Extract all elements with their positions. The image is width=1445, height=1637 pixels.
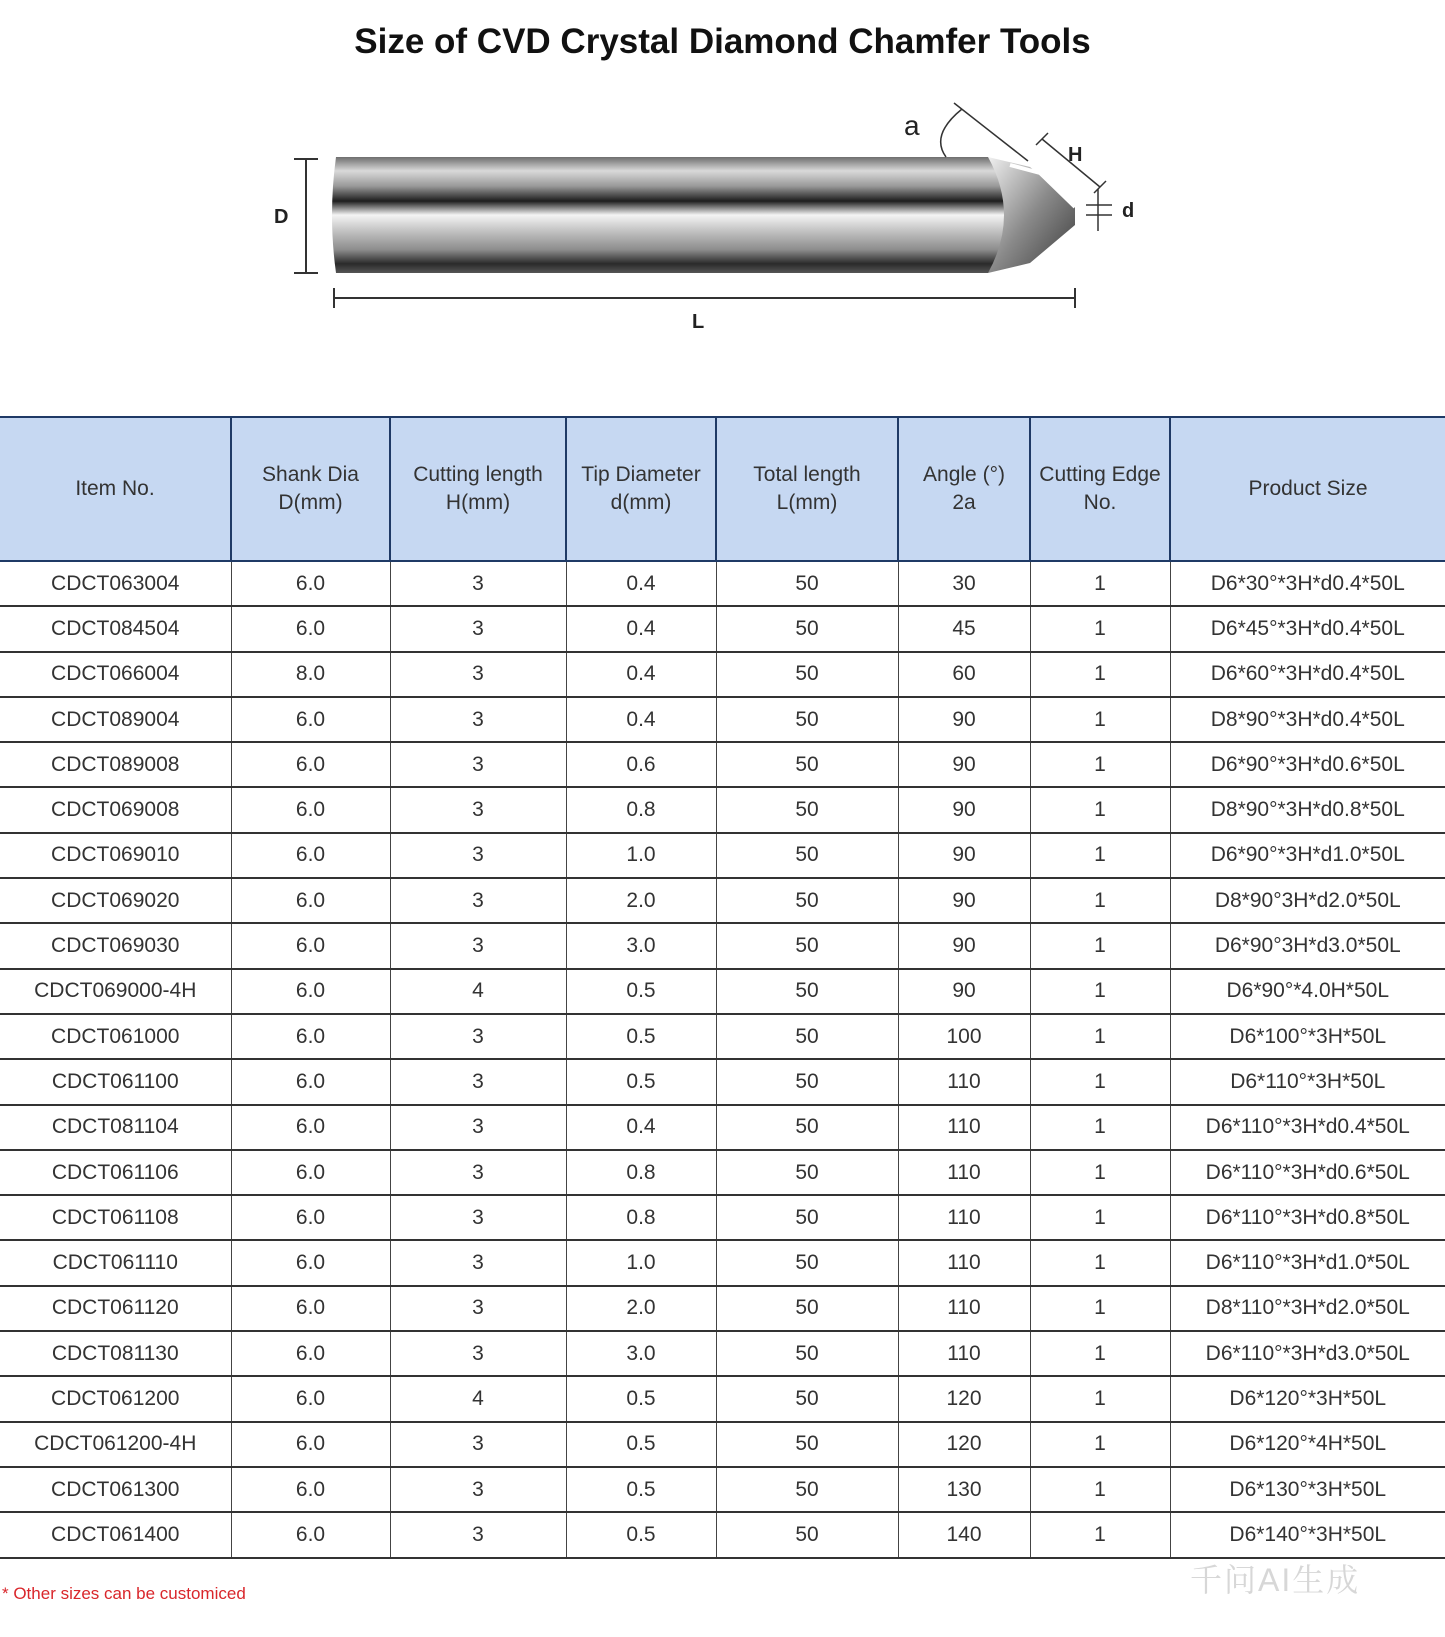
cutting-edge-cell: 1 [1030, 1150, 1170, 1195]
shank-dia-cell: 6.0 [231, 1105, 390, 1150]
cutting-length-cell: 3 [390, 652, 566, 697]
shank-dia-cell: 6.0 [231, 1286, 390, 1331]
item-no-cell: CDCT061106 [0, 1150, 231, 1195]
cutting-edge-cell: 1 [1030, 742, 1170, 787]
tip-diameter-cell: 0.5 [566, 1467, 716, 1512]
product-size-cell: D6*90°3H*d3.0*50L [1170, 923, 1445, 968]
cutting-length-cell: 3 [390, 1105, 566, 1150]
item-no-cell: CDCT061000 [0, 1014, 231, 1059]
total-length-cell: 50 [716, 697, 898, 742]
item-no-cell: CDCT066004 [0, 652, 231, 697]
table-row [0, 1512, 1445, 1557]
shank-dia-cell: 6.0 [231, 1059, 390, 1104]
item-no-cell: CDCT069030 [0, 923, 231, 968]
table-row [0, 1376, 1445, 1421]
angle-cell: 100 [898, 1014, 1030, 1059]
product-size-cell: D6*110°*3H*50L [1170, 1059, 1445, 1104]
angle-cell: 110 [898, 1150, 1030, 1195]
product-size-cell: D6*45°*3H*d0.4*50L [1170, 606, 1445, 651]
tip-diameter-cell: 0.5 [566, 969, 716, 1014]
cutting-length-cell: 3 [390, 697, 566, 742]
tip-diameter-cell: 0.4 [566, 652, 716, 697]
table-row [0, 1286, 1445, 1331]
total-length-cell: 50 [716, 1195, 898, 1240]
product-size-cell: D8*90°*3H*d0.4*50L [1170, 697, 1445, 742]
total-length-cell: 50 [716, 833, 898, 878]
angle-cell: 90 [898, 878, 1030, 923]
shank-dia-cell: 8.0 [231, 652, 390, 697]
tip-diameter-cell: 0.4 [566, 561, 716, 606]
table-row [0, 833, 1445, 878]
tip-diameter-cell: 0.8 [566, 1150, 716, 1195]
item-no-cell: CDCT061110 [0, 1240, 231, 1285]
shank-dia-cell: 6.0 [231, 742, 390, 787]
item-no-cell: CDCT061300 [0, 1467, 231, 1512]
cutting-edge-cell: 1 [1030, 969, 1170, 1014]
angle-cell: 90 [898, 742, 1030, 787]
shank-dia-cell: 6.0 [231, 1467, 390, 1512]
product-size-cell: D6*130°*3H*50L [1170, 1467, 1445, 1512]
shank-dia-cell: 6.0 [231, 697, 390, 742]
col-item-no: Item No. [0, 417, 231, 561]
cutting-length-cell: 3 [390, 833, 566, 878]
item-no-cell: CDCT069010 [0, 833, 231, 878]
table-row [0, 878, 1445, 923]
item-no-cell: CDCT089008 [0, 742, 231, 787]
table-row [0, 1331, 1445, 1376]
tip-diameter-cell: 1.0 [566, 1240, 716, 1285]
item-no-cell: CDCT069020 [0, 878, 231, 923]
angle-cell: 30 [898, 561, 1030, 606]
table-body [0, 561, 1445, 1558]
total-length-cell: 50 [716, 1105, 898, 1150]
angle-cell: 110 [898, 1059, 1030, 1104]
tip-diameter-cell: 0.4 [566, 1105, 716, 1150]
cutting-length-cell: 3 [390, 1240, 566, 1285]
item-no-cell: CDCT061200 [0, 1376, 231, 1421]
angle-cell: 110 [898, 1195, 1030, 1240]
spec-table [0, 416, 1445, 1559]
total-length-cell: 50 [716, 742, 898, 787]
total-length-cell: 50 [716, 1240, 898, 1285]
cutting-edge-cell: 1 [1030, 787, 1170, 832]
cutting-length-cell: 3 [390, 1195, 566, 1240]
item-no-cell: CDCT069008 [0, 787, 231, 832]
angle-cell: 90 [898, 787, 1030, 832]
product-size-cell: D6*100°*3H*50L [1170, 1014, 1445, 1059]
total-length-cell: 50 [716, 1331, 898, 1376]
cutting-edge-cell: 1 [1030, 1331, 1170, 1376]
table-row [0, 969, 1445, 1014]
table-row [0, 742, 1445, 787]
total-length-cell: 50 [716, 1014, 898, 1059]
cutting-edge-cell: 1 [1030, 561, 1170, 606]
product-size-cell: D6*110°*3H*d3.0*50L [1170, 1331, 1445, 1376]
cutting-edge-cell: 1 [1030, 878, 1170, 923]
chamfer-tool-drawing [0, 95, 1445, 355]
tool-diagram [0, 95, 1445, 355]
shank-dia-cell: 6.0 [231, 878, 390, 923]
cutting-edge-cell: 1 [1030, 1105, 1170, 1150]
table-row [0, 1467, 1445, 1512]
watermark: 千问AI生成 [1190, 1562, 1361, 1598]
total-length-cell: 50 [716, 787, 898, 832]
cutting-edge-cell: 1 [1030, 1467, 1170, 1512]
cutting-edge-cell: 1 [1030, 1059, 1170, 1104]
product-size-cell: D6*140°*3H*50L [1170, 1512, 1445, 1557]
angle-cell: 110 [898, 1331, 1030, 1376]
cutting-length-cell: 3 [390, 1286, 566, 1331]
item-no-cell: CDCT061400 [0, 1512, 231, 1557]
item-no-cell: CDCT063004 [0, 561, 231, 606]
col-product-size: Product Size [1170, 417, 1445, 561]
product-size-cell: D8*90°*3H*d0.8*50L [1170, 787, 1445, 832]
tip-diameter-cell: 2.0 [566, 878, 716, 923]
tip-diameter-cell: 0.4 [566, 606, 716, 651]
table-row [0, 652, 1445, 697]
tip-diameter-cell: 1.0 [566, 833, 716, 878]
angle-cell: 120 [898, 1422, 1030, 1467]
cutting-edge-cell: 1 [1030, 1014, 1170, 1059]
total-length-cell: 50 [716, 1512, 898, 1557]
item-no-cell: CDCT069000-4H [0, 969, 231, 1014]
cutting-edge-cell: 1 [1030, 1286, 1170, 1331]
tip-diameter-cell: 0.4 [566, 697, 716, 742]
cutting-edge-cell: 1 [1030, 923, 1170, 968]
item-no-cell: CDCT061108 [0, 1195, 231, 1240]
total-length-cell: 50 [716, 1376, 898, 1421]
cutting-length-cell: 3 [390, 923, 566, 968]
total-length-cell: 50 [716, 1286, 898, 1331]
tip-diameter-cell: 0.5 [566, 1376, 716, 1421]
angle-cell: 90 [898, 697, 1030, 742]
table-row [0, 1105, 1445, 1150]
total-length-cell: 50 [716, 1150, 898, 1195]
page-title: Size of CVD Crystal Diamond Chamfer Tools [354, 22, 1091, 61]
label-a: a [904, 110, 920, 141]
item-no-cell: CDCT061200-4H [0, 1422, 231, 1467]
tip-diameter-cell: 3.0 [566, 923, 716, 968]
product-size-cell: D6*120°*3H*50L [1170, 1376, 1445, 1421]
tip-diameter-cell: 0.6 [566, 742, 716, 787]
item-no-cell: CDCT089004 [0, 697, 231, 742]
tool-shank [332, 157, 1075, 273]
shank-dia-cell: 6.0 [231, 561, 390, 606]
cutting-length-cell: 3 [390, 787, 566, 832]
item-no-cell: CDCT061120 [0, 1286, 231, 1331]
tip-diameter-cell: 0.5 [566, 1512, 716, 1557]
cutting-edge-cell: 1 [1030, 652, 1170, 697]
cutting-length-cell: 3 [390, 742, 566, 787]
total-length-cell: 50 [716, 652, 898, 697]
cutting-length-cell: 3 [390, 878, 566, 923]
cutting-length-cell: 3 [390, 1150, 566, 1195]
shank-dia-cell: 6.0 [231, 1376, 390, 1421]
product-size-cell: D6*110°*3H*d0.4*50L [1170, 1105, 1445, 1150]
total-length-cell: 50 [716, 878, 898, 923]
table-row [0, 1014, 1445, 1059]
shank-dia-cell: 6.0 [231, 1512, 390, 1557]
footnote: * Other sizes can be customiced [2, 1584, 246, 1603]
product-size-cell: D6*30°*3H*d0.4*50L [1170, 561, 1445, 606]
product-size-cell: D6*110°*3H*d0.6*50L [1170, 1150, 1445, 1195]
label-d-tip: d [1122, 200, 1135, 222]
shank-dia-cell: 6.0 [231, 1014, 390, 1059]
shank-dia-cell: 6.0 [231, 1422, 390, 1467]
total-length-cell: 50 [716, 1422, 898, 1467]
total-length-cell: 50 [716, 606, 898, 651]
shank-dia-cell: 6.0 [231, 1240, 390, 1285]
cutting-edge-cell: 1 [1030, 697, 1170, 742]
shank-dia-cell: 6.0 [231, 833, 390, 878]
tip-diameter-cell: 0.8 [566, 1195, 716, 1240]
shank-dia-cell: 6.0 [231, 1331, 390, 1376]
col-total-length: Total length L(mm) [716, 417, 898, 561]
table-row [0, 606, 1445, 651]
table-row [0, 1240, 1445, 1285]
col-shank-dia: Shank Dia D(mm) [231, 417, 390, 561]
cutting-length-cell: 4 [390, 969, 566, 1014]
angle-cell: 110 [898, 1240, 1030, 1285]
cutting-length-cell: 3 [390, 1467, 566, 1512]
table-row [0, 1195, 1445, 1240]
total-length-cell: 50 [716, 1467, 898, 1512]
table-row [0, 923, 1445, 968]
col-cutting-length: Cutting length H(mm) [390, 417, 566, 561]
cutting-length-cell: 3 [390, 1331, 566, 1376]
angle-cell: 90 [898, 923, 1030, 968]
product-size-cell: D8*110°*3H*d2.0*50L [1170, 1286, 1445, 1331]
cutting-length-cell: 3 [390, 1059, 566, 1104]
total-length-cell: 50 [716, 561, 898, 606]
shank-dia-cell: 6.0 [231, 969, 390, 1014]
cutting-length-cell: 3 [390, 561, 566, 606]
cutting-length-cell: 4 [390, 1376, 566, 1421]
cutting-edge-cell: 1 [1030, 606, 1170, 651]
shank-dia-cell: 6.0 [231, 923, 390, 968]
table-row [0, 697, 1445, 742]
label-h: H [1068, 144, 1083, 166]
tip-diameter-cell: 0.5 [566, 1422, 716, 1467]
cutting-length-cell: 3 [390, 1422, 566, 1467]
tip-diameter-cell: 0.8 [566, 787, 716, 832]
cutting-length-cell: 3 [390, 606, 566, 651]
product-size-cell: D6*90°*3H*d1.0*50L [1170, 833, 1445, 878]
cutting-edge-cell: 1 [1030, 833, 1170, 878]
product-size-cell: D6*110°*3H*d1.0*50L [1170, 1240, 1445, 1285]
angle-cell: 110 [898, 1286, 1030, 1331]
table-row [0, 1059, 1445, 1104]
cutting-length-cell: 3 [390, 1014, 566, 1059]
tip-diameter-cell: 3.0 [566, 1331, 716, 1376]
angle-cell: 60 [898, 652, 1030, 697]
shank-dia-cell: 6.0 [231, 787, 390, 832]
item-no-cell: CDCT084504 [0, 606, 231, 651]
product-size-cell: D6*110°*3H*d0.8*50L [1170, 1195, 1445, 1240]
cutting-edge-cell: 1 [1030, 1422, 1170, 1467]
product-size-cell: D8*90°3H*d2.0*50L [1170, 878, 1445, 923]
col-angle: Angle (°) 2a [898, 417, 1030, 561]
angle-cell: 90 [898, 969, 1030, 1014]
col-cutting-edge: Cutting Edge No. [1030, 417, 1170, 561]
total-length-cell: 50 [716, 923, 898, 968]
cutting-edge-cell: 1 [1030, 1376, 1170, 1421]
table-header [0, 417, 1445, 561]
angle-cell: 130 [898, 1467, 1030, 1512]
item-no-cell: CDCT081130 [0, 1331, 231, 1376]
label-l: L [692, 311, 705, 333]
table-row [0, 1422, 1445, 1467]
shank-dia-cell: 6.0 [231, 1150, 390, 1195]
angle-cell: 45 [898, 606, 1030, 651]
cutting-edge-cell: 1 [1030, 1240, 1170, 1285]
angle-cell: 110 [898, 1105, 1030, 1150]
total-length-cell: 50 [716, 969, 898, 1014]
table-row [0, 787, 1445, 832]
item-no-cell: CDCT081104 [0, 1105, 231, 1150]
col-tip-diameter: Tip Diameter d(mm) [566, 417, 716, 561]
product-size-cell: D6*60°*3H*d0.4*50L [1170, 652, 1445, 697]
angle-cell: 90 [898, 833, 1030, 878]
cutting-edge-cell: 1 [1030, 1512, 1170, 1557]
shank-dia-cell: 6.0 [231, 1195, 390, 1240]
product-size-cell: D6*90°*4.0H*50L [1170, 969, 1445, 1014]
product-size-cell: D6*120°*4H*50L [1170, 1422, 1445, 1467]
angle-cell: 120 [898, 1376, 1030, 1421]
cutting-edge-cell: 1 [1030, 1195, 1170, 1240]
cutting-length-cell: 3 [390, 1512, 566, 1557]
tip-diameter-cell: 0.5 [566, 1014, 716, 1059]
tip-diameter-cell: 0.5 [566, 1059, 716, 1104]
table-row [0, 561, 1445, 606]
product-size-cell: D6*90°*3H*d0.6*50L [1170, 742, 1445, 787]
table-row [0, 1150, 1445, 1195]
tip-diameter-cell: 2.0 [566, 1286, 716, 1331]
angle-cell: 140 [898, 1512, 1030, 1557]
item-no-cell: CDCT061100 [0, 1059, 231, 1104]
shank-dia-cell: 6.0 [231, 606, 390, 651]
total-length-cell: 50 [716, 1059, 898, 1104]
label-d-shank: D [274, 206, 289, 228]
